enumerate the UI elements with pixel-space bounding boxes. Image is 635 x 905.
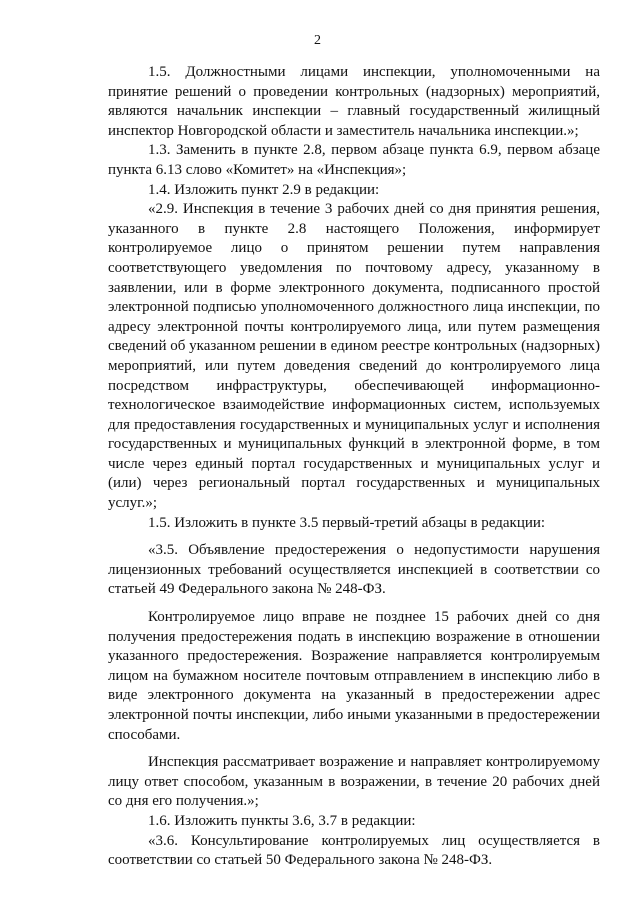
paragraph-objection-right: Контролируемое лицо вправе не позднее 15 рабочих дней со дня получения предостережения подать в инспекцию возражение в отношении указанного предостережения. Возражение направляется контролируемым лицом на бумажном носителе почтовым отправлением в инспекцию либо в виде электронного документа на указанный в предостережении адрес электронной почты инспекции, либо иными указанными в предостережении способами. [108,609,600,743]
paragraph-1-5-heading: 1.5. Изложить в пункте 3.5 первый-третий абзацы в редакции: [148,514,546,531]
paragraph-3-6-text: «3.6. Консультирование контролируемых лиц осуществляется в соответствии со статьей 50 Федерального закона № 248-ФЗ. [108,832,600,869]
page-number: 2 [314,33,321,48]
document-body [108,63,600,871]
paragraph-1-3-replace-word: 1.3. Заменить в пункте 2.8, первом абзаце пункта 6.9, первом абзаце пункта 6.13 слово «Комитет» на «Инспекция»; [108,142,600,178]
paragraph-1-5-officials: 1.5. Должностными лицами инспекции, уполномоченными на принятие решений о проведении контрольных (надзорных) мероприятий, являются начальник инспекции – главный государственный жилищный инспектор Новгородской области и заместитель начальника инспекции.»; [108,64,600,139]
paragraph-3-5-text: «3.5. Объявление предостережения о недопустимости нарушения лицензионных требований осуществляется инспекцией в соответствии со статьей 49 Федерального закона № 248-ФЗ. [108,542,600,598]
paragraph-2-9-text: «2.9. Инспекция в течение 3 рабочих дней со дня принятия решения, указанного в пункте 2.8 настоящего Положения, информирует контролируемое лицо о принятом решении путем направления соответствующего уведомления по почтовому адресу, указанному в заявлении, или в форме электронного документа, подписанного простой электронной подписью уполномоченного должностного лица инспекции, по адресу электронной почты контролируемого лица, или путем размещения сведений об указанном решении в едином реестре контрольных (надзорных) мероприятий, или путем доведения сведений до контролируемого лица посредством инфраструктуры, обеспечивающей информационно-технологическое взаимодействие информационных систем, используемых для предоставления государственных и муниципальных услуг и исполнения государственных и муниципальных функций в электронной форме, в том числе через единый портал государственных и муниципальных услуг и (или) через региональный портал государственных и муниципальных услуг.»; [108,201,600,512]
paragraph-1-6-heading: 1.6. Изложить пункты 3.6, 3.7 в редакции: [148,812,416,829]
paragraph-1-4-heading: 1.4. Изложить пункт 2.9 в редакции: [148,181,380,198]
paragraph-objection-review: Инспекция рассматривает возражение и направляет контролируемому лицу ответ способом, указанным в возражении, в течение 20 рабочих дней со дня его получения.»; [108,754,600,810]
